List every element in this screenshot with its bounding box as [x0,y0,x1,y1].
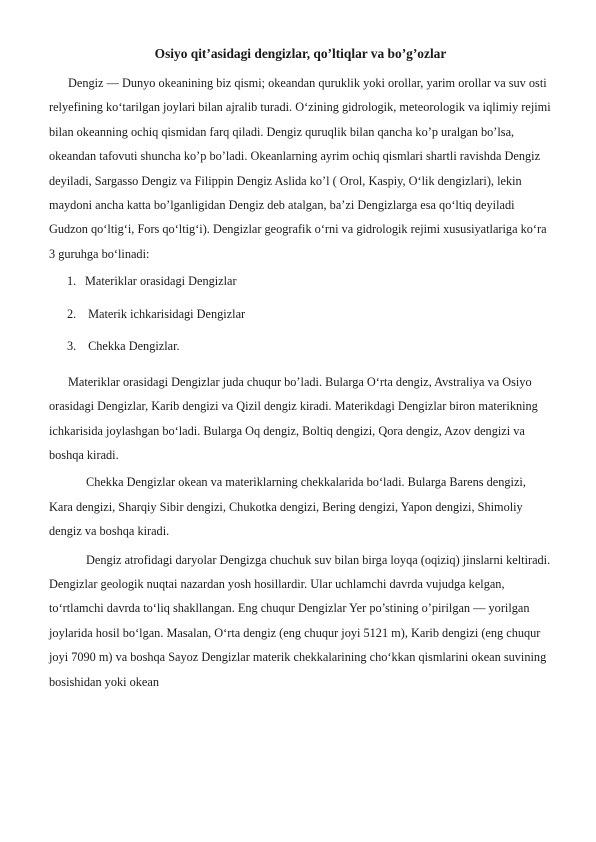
intercontinental-seas-paragraph: Materiklar orasidagi Dengizlar juda chuqur bo’ladi. Bularga O‘rta dengiz, Avstraliya va Osiyo orasidagi Dengizlar, Karib dengizi va Qizil dengiz kiradi. Materikdagi Dengizlar biron materikning ichkarisida joylashgan bo‘ladi. Bularga Oq dengiz, Boltiq dengizi, Qora dengiz, Azov dengizi va boshqa kiradi. [49,374,538,462]
list-item [67,305,552,323]
marginal-seas-paragraph: Chekka Dengizlar okean va materiklarning chekkalarida bo‘ladi. Bularga Barens dengizi, Kara dengizi, Sharqiy Sibir dengizi, Chukotka dengizi, Bering dengizi, Yapon dengizi, Shimoliy dengiz va boshqa kiradi. [49,475,526,539]
list-item-text: Materiklar orasidagi Dengizlar [85,274,237,289]
list-item [67,337,552,355]
list-item-number: 2. [67,306,77,321]
list-item [67,272,552,290]
list-item-text: Materik ichkarisidagi Dengizlar [85,306,246,321]
list-item-number: 1. [67,274,77,289]
sea-types-list [49,272,552,355]
document-title: Osiyo qit’asidagi dengizlar, qo’ltiqlar va bo’g’ozlar [154,46,447,61]
intro-paragraph: Dengiz — Dunyo okeanining biz qismi; okeandan quruklik yoki orollar, yarim orollar va suv osti relyefining ko‘tarilgan joylari bilan ajralib turadi. O‘zining gidrologik, meteorologik va iqlimiy rejimi bilan okeanning ochiq qismidan farq qiladi. Dengiz quruqlik bilan qancha ko’p uralgan bo’lsa, okeandan tafovuti shuncha ko’p bo’ladi. Okeanlarning ayrim ochiq qismlari shartli ravishda Dengiz deyiladi, Sargasso Dengiz va Filippin Dengiz Aslida ko’l ( Orol, Kaspiy, O‘lik dengizlari), lekin maydoni ancha katta bo’lganligidan Dengiz deb atalgan, ba’zi Dengizlarga esa qo‘ltiq deyiladi Gudzon qo‘ltig‘i, Fors qo‘ltig‘i). Dengizlar geografik o‘rni va gidrologik rejimi xususiyatlariga ko‘ra 3 guruhga bo‘linadi: [49,76,551,261]
list-item-number: 3. [67,339,77,354]
list-item-text: Chekka Dengizlar. [85,339,180,354]
sea-formation-paragraph: Dengiz atrofidagi daryolar Dengizga chuchuk suv bilan birga loyqa (oqiziq) jinslarni keltiradi. Dengizlar geologik nuqtai nazardan yosh hosillardir. Ular uchlamchi davrda vujudga kelgan, to‘rtlamchi davrda to‘liq shakllangan. Eng chuqur Dengizlar Yer po’stining o’pirilgan — yorilgan joylarida hosil bo‘lgan. Masalan, O‘rta dengiz (eng chuqur joyi 5121 m), Karib dengizi (eng chuqur joyi 7090 m) va boshqa Sayoz Dengizlar materik chekkalarining cho‘kkan qismlarini okean suvining bosishidan yoki okean [49,552,551,689]
